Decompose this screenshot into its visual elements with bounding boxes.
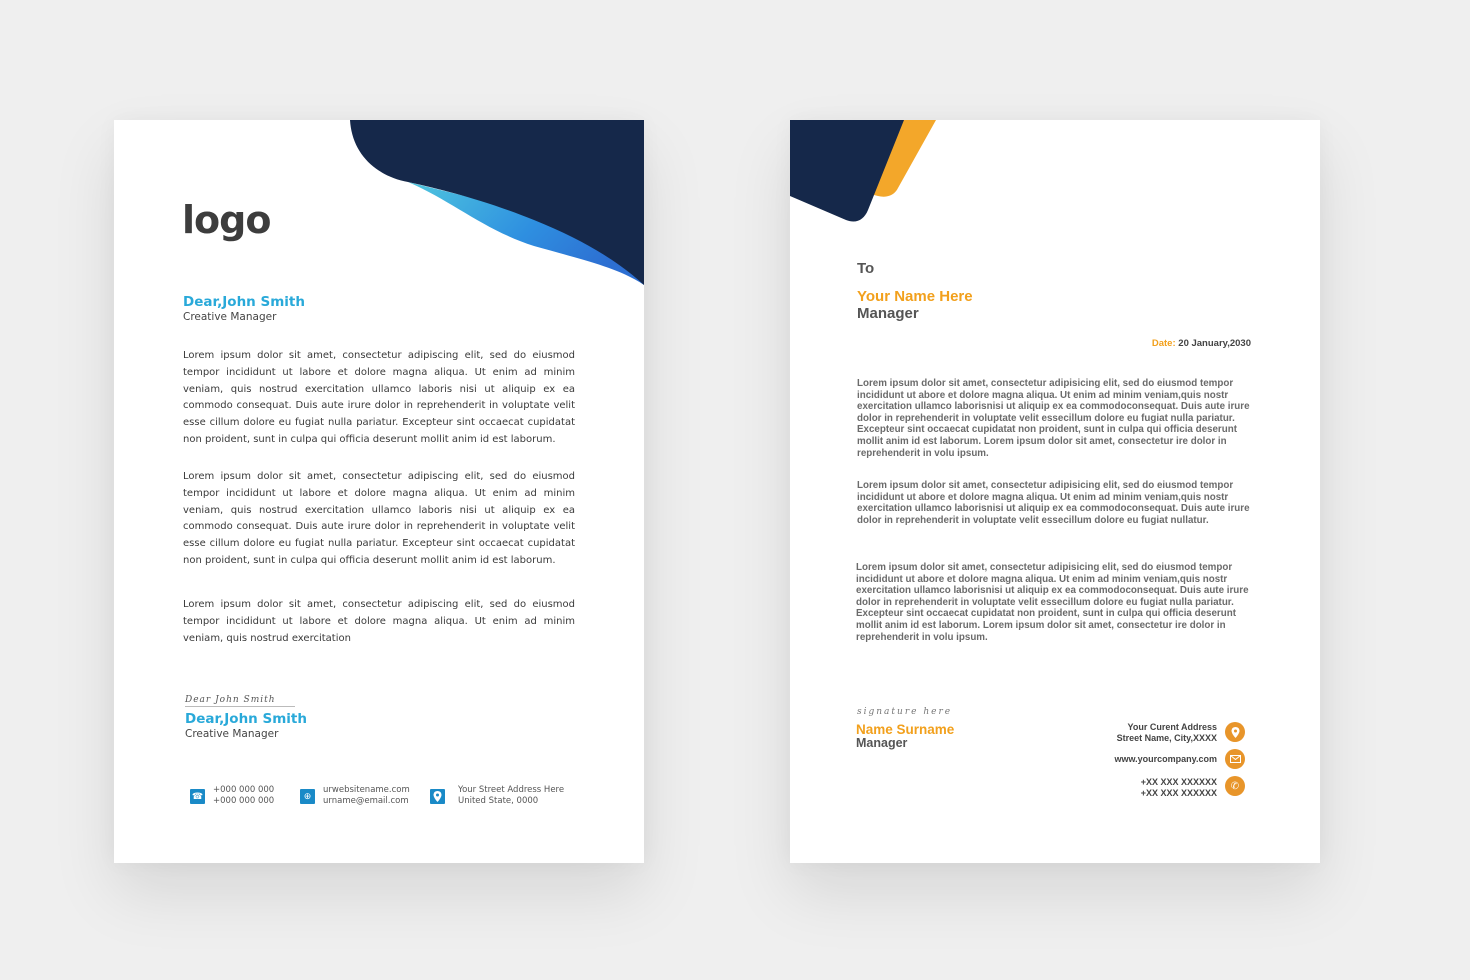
mail-icon: [1225, 749, 1245, 769]
phone-line-1: +XX XXX XXXXXX: [1140, 777, 1217, 787]
body-paragraph: Lorem ipsum dolor sit amet, consectetur adipisicing elit, sed do eiusmod tempor incididunt ut abore et dolore magna aliqua. Ut enim ad minim veniam,quis nostr exercitation ullamco laborisnisi ut aliquip ex ea commodoconsequat. Duis aute irure dolor in reprehenderit in voluptate velit essecillum dolore eu fugiat nulla pariatur. Excepteur sint occaecat cupidatat non proident, sunt in culpa qui officia deserunt mollit anim id est laborum. Lorem ipsum dolor sit amet, consectetur ire dolor in reprehenderit in volu ipsum.: [856, 562, 1249, 643]
logo: logo: [182, 198, 271, 242]
to-label: To: [857, 260, 875, 277]
address-line-1: Your Curent Address: [1127, 722, 1217, 732]
phone-line-2: +XX XXX XXXXXX: [1140, 788, 1217, 798]
recipient-role: Manager: [857, 305, 919, 322]
phone-icon: ✆: [1225, 776, 1245, 796]
greeting-block: [183, 294, 305, 323]
recipient-name: Your Name Here: [857, 288, 973, 305]
date-value: 20 January,2030: [1178, 338, 1251, 349]
contact-web: [300, 785, 410, 807]
email-text: urname@email.com: [323, 796, 409, 806]
location-pin-icon: [430, 789, 445, 804]
date-label: Date:: [1151, 338, 1176, 349]
letterhead-left: [114, 120, 644, 863]
address-line-2: Street Name, City,XXXX: [1116, 733, 1217, 743]
contact-address: [430, 785, 564, 807]
body-paragraph: Lorem ipsum dolor sit amet, consectetur adipiscing elit, sed do eiusmod tempor incididunt ut labore et dolore magna aliqua. Ut enim ad minim veniam, quis nostrud exercitation ullamco laboris nisi ut aliquip ex ea commodo consequat. Duis aute irure dolor in reprehenderit in voluptate velit esse cillum dolore eu fugiat nulla pariatur. Excepteur sint occaecat cupidatat non proident, sunt in culpa qui officia deserunt mollit anim id est laborum.: [183, 471, 575, 566]
date-line: [1152, 338, 1251, 349]
greeting-name: Dear,John Smith: [183, 294, 305, 310]
location-pin-icon: [1225, 722, 1245, 742]
globe-icon: ⊕: [300, 789, 315, 804]
contact-website-text: www.yourcompany.com: [1114, 754, 1217, 764]
signature-name: Dear,John Smith: [185, 711, 307, 727]
website-text: urwebsitename.com: [323, 785, 410, 795]
phone-icon: ☎: [190, 789, 205, 804]
phone-line-1: +000 000 000: [213, 785, 275, 795]
contact-address-text: [1117, 722, 1217, 744]
address-line-2: United State, 0000: [458, 796, 539, 806]
letterhead-right: [790, 120, 1320, 863]
body-paragraph: Lorem ipsum dolor sit amet, consectetur adipisicing elit, sed do eiusmod tempor incididunt ut abore et dolore magna aliqua. Ut enim ad minim veniam,quis nostr exercitation ullamco laborisnisi ut aliquip ex ea commodoconsequat. Duis aute irure dolor in reprehenderit in voluptate velit essecillum dolore eu fugiat nullatur.: [857, 480, 1250, 526]
signature-block: [185, 695, 307, 740]
signature-script: signature here: [857, 707, 953, 717]
signature-script: Dear John Smith: [185, 695, 295, 707]
contact-phone: [190, 785, 274, 807]
signature-name: Name Surname: [856, 722, 955, 737]
body-paragraph: Lorem ipsum dolor sit amet, consectetur adipiscing elit, sed do eiusmod tempor incididunt ut labore et dolore magna aliqua. Ut enim ad minim veniam, quis nostrud exercitation: [183, 599, 575, 644]
greeting-role: Creative Manager: [183, 311, 277, 323]
signature-role: Manager: [856, 736, 908, 750]
contact-phone-text: [1141, 777, 1217, 799]
corner-header-graphic: [790, 120, 990, 240]
address-line-1: Your Street Address Here: [458, 785, 565, 795]
signature-role: Creative Manager: [185, 728, 279, 740]
phone-line-2: +000 000 000: [213, 796, 275, 806]
body-paragraph: Lorem ipsum dolor sit amet, consectetur adipisicing elit, sed do eiusmod tempor incididunt ut abore et dolore magna aliqua. Ut enim ad minim veniam,quis nostr exercitation ullamco laborisnisi ut aliquip ex ea commodoconsequat. Duis aute irure dolor in reprehenderit in voluptate velit essecillum dolore eu fugiat nulla pariatur. Excepteur sint occaecat cupidatat non proident, sunt in culpa qui officia deserunt mollit anim id est laborum. Lorem ipsum dolor sit amet, consectetur ire dolor in reprehenderit in volu ipsum.: [857, 378, 1250, 459]
body-paragraph: Lorem ipsum dolor sit amet, consectetur adipiscing elit, sed do eiusmod tempor incididunt ut labore et dolore magna aliqua. Ut enim ad minim veniam, quis nostrud exercitation ullamco laboris nisi ut aliquip ex ea commodo consequat. Duis aute irure dolor in reprehenderit in voluptate velit esse cillum dolore eu fugiat nulla pariatur. Excepteur sint occaecat cupidatat non proident, sunt in culpa qui officia deserunt mollit anim id est laborum.: [183, 350, 575, 445]
